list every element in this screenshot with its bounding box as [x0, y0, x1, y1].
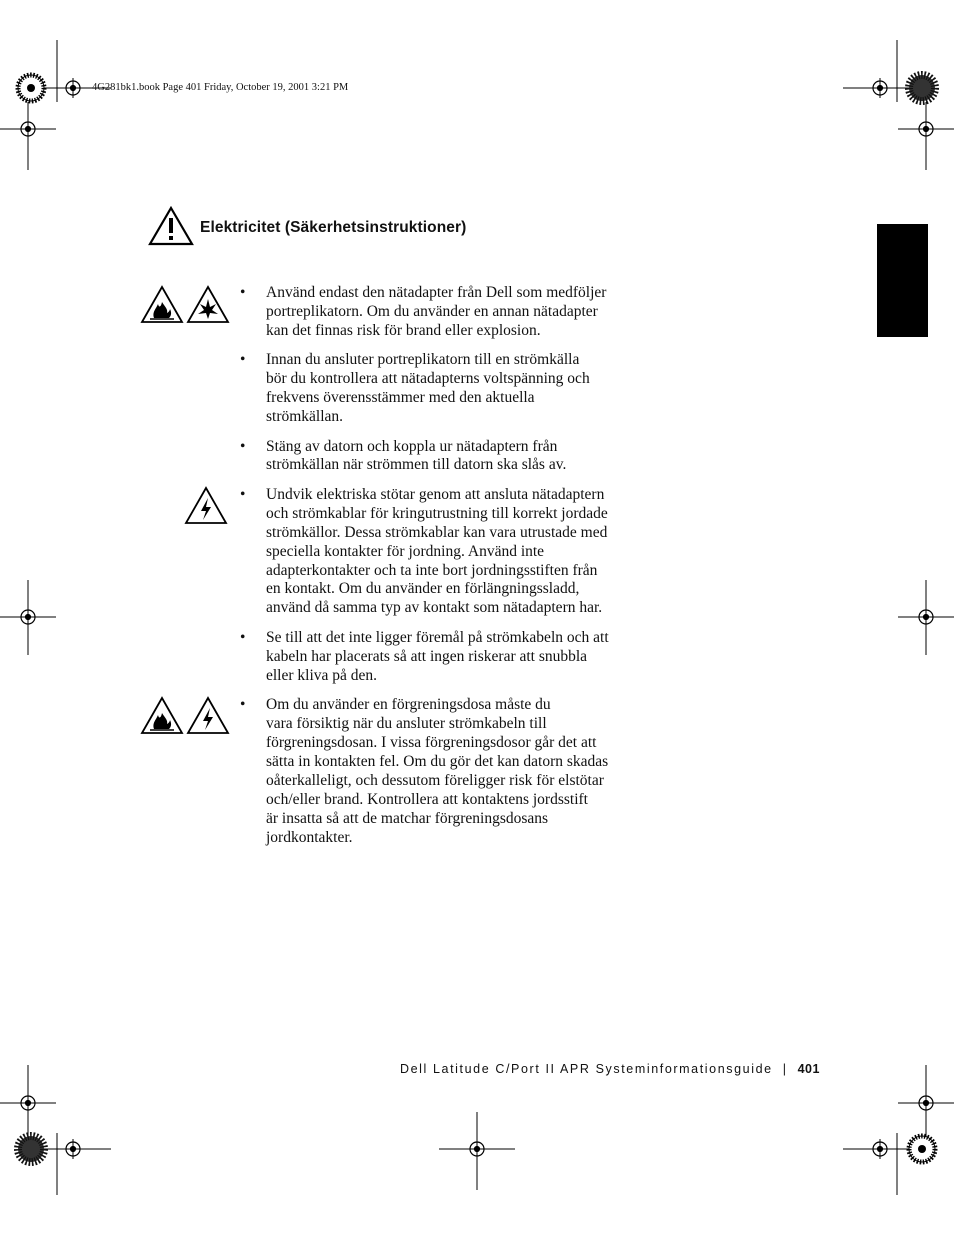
list-item-line: oåterkalleligt, och dessutom föreligger risk för elstötar [266, 771, 604, 789]
fire-hazard-icon [140, 285, 184, 325]
fire-hazard-icon [140, 696, 184, 736]
list-item-line: kabeln har placerats så att ingen riskerar att snubbla [266, 647, 588, 665]
electric-shock-icon [186, 696, 230, 736]
section-title: Elektricitet (Säkerhetsinstruktioner) [200, 219, 467, 236]
explosion-hazard-icon [186, 285, 230, 325]
list-item-line: förgreningsdosan. I vissa förgreningsdosor går det att [266, 734, 597, 751]
section-thumb-tab [877, 224, 928, 337]
bullet-marker: • [240, 696, 246, 714]
print-header: 4G281bk1.book Page 401 Friday, October 19, 2001 3:21 PM [92, 82, 349, 93]
list-item-line: Se till att det inte ligger föremål på strömkabeln och att [266, 628, 609, 646]
list-item-line: Använd endast den nätadapter från Dell som medföljer [266, 284, 607, 301]
list-item-line: speciella kontakter för jordning. Använd inte [266, 542, 545, 560]
list-item [238, 351, 633, 427]
list-item-line: bör du kontrollera att nätadapterns voltspänning och [266, 370, 590, 388]
list-item-line: en kontakt. Om du använder en förlängningssladd, [266, 580, 580, 598]
guide-title: Dell Latitude C/Port II APR Systeminformationsguide [400, 1062, 773, 1076]
list-item-line: och strömkablar för kringutrustning till korrekt jordade [266, 504, 608, 522]
list-item-line: adapterkontakter och ta inte bort jordningsstiften från [266, 561, 598, 579]
list-item-line: strömkällor. Dessa strömkablar kan vara utrustade med [266, 523, 608, 541]
list-item-line: är insatta så att de matchar förgreningsdosans [266, 809, 549, 827]
list-item-line: kan det finnas risk för brand eller explosion. [266, 321, 541, 339]
list-item [238, 284, 633, 341]
list-item [238, 696, 633, 847]
list-item-line: Undvik elektriska stötar genom att ansluta nätadaptern [266, 485, 605, 503]
list-item-line: sätta in kontakten fel. Om du gör det kan datorn skadas [266, 752, 609, 770]
page-footer [400, 1062, 820, 1076]
safety-instructions-list [238, 284, 633, 858]
list-item-line: portreplikatorn. Om du använder en annan nätadapter [266, 302, 598, 320]
list-item-line: Innan du ansluter portreplikatorn till en strömkälla [266, 351, 580, 369]
bullet-marker: • [240, 437, 246, 455]
list-item-line: jordkontakter. [266, 828, 353, 846]
bullet-marker: • [240, 351, 246, 369]
caution-triangle-icon [148, 206, 194, 246]
list-item-line: Om du använder en förgreningsdosa måste du [266, 696, 551, 714]
list-item-line: frekvens överensstämmer med den aktuella [266, 389, 535, 407]
list-item-line: Stäng av datorn och koppla ur nätadaptern från [266, 437, 558, 455]
list-item-line: strömkällan när strömmen till datorn ska slås av. [266, 456, 567, 474]
bullet-marker: • [240, 284, 246, 301]
list-item [238, 438, 633, 476]
page-number: 401 [797, 1062, 820, 1076]
list-item-line: vara försiktig när du ansluter strömkabeln till [266, 715, 547, 733]
list-item-line: och/eller brand. Kontrollera att kontaktens jordsstift [266, 790, 588, 808]
bullet-marker: • [240, 628, 246, 646]
list-item-line: använd då samma typ av kontakt som nätadaptern har. [266, 599, 603, 617]
list-item-line: strömkällan. [266, 408, 344, 426]
bullet-marker: • [240, 485, 246, 503]
list-item-line: eller kliva på den. [266, 666, 378, 684]
list-item [238, 486, 633, 618]
list-item [238, 629, 633, 686]
footer-separator: | [782, 1062, 788, 1076]
electric-shock-icon [184, 486, 228, 526]
